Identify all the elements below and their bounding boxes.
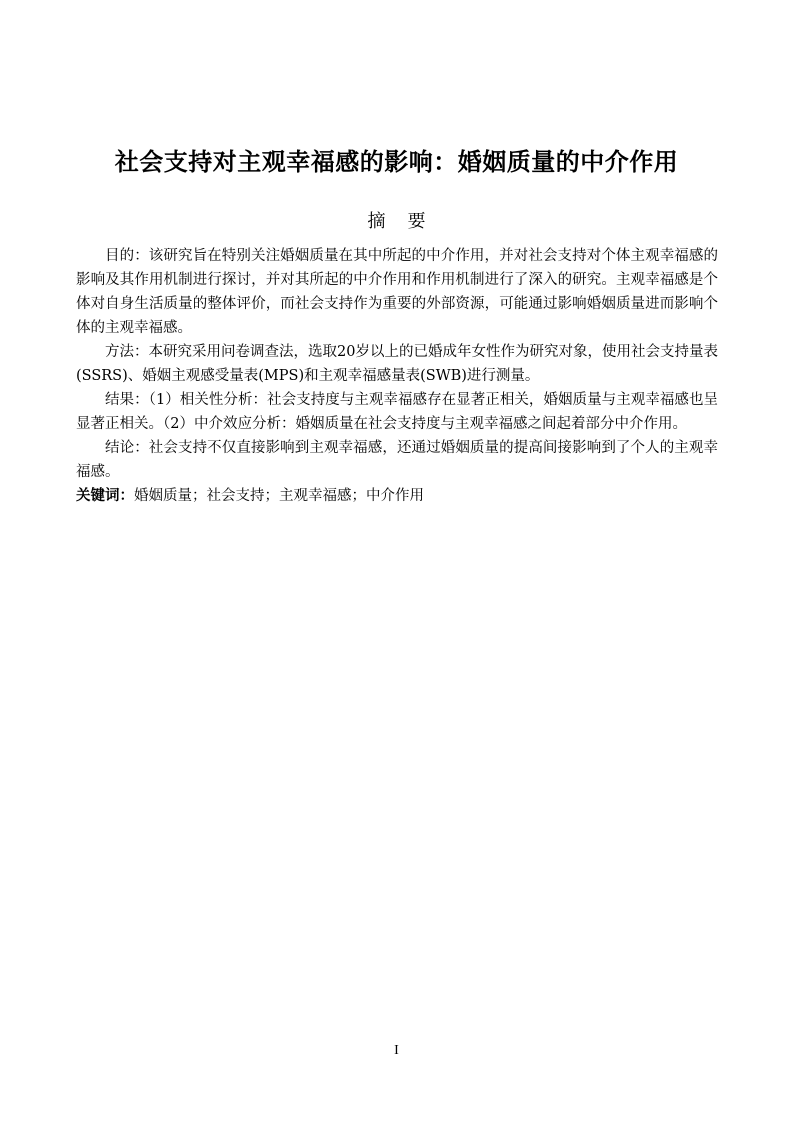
- keywords-line: [76, 484, 718, 508]
- results-paragraph: 结果：（1）相关性分析：社会支持度与主观幸福感存在显著正相关，婚姻质量与主观幸福感也呈显著正相关。（2）中介效应分析：婚姻质量在社会支持度与主观幸福感之间起着部分中介作用。: [76, 392, 718, 432]
- keywords-label: 关键词：: [76, 488, 134, 504]
- conclusion-paragraph: 结论：社会支持不仅直接影响到主观幸福感，还通过婚姻质量的提高间接影响到了个人的主观幸福感。: [76, 440, 718, 480]
- keywords-text: 婚姻质量；社会支持；主观幸福感；中介作用: [134, 488, 424, 504]
- method-paragraph: 方法：本研究采用问卷调查法，选取20岁以上的已婚成年女性作为研究对象，使用社会支持量表(SSRS)、婚姻主观感受量表(MPS)和主观幸福感量表(SWB)进行测量。: [76, 344, 718, 384]
- aim-paragraph: 目的：该研究旨在特别关注婚姻质量在其中所起的中介作用，并对社会支持对个体主观幸福感的影响及其作用机制进行探讨，并对其所起的中介作用和作用机制进行了深入的研究。主观幸福感是个体对自身生活质量的整体评价，而社会支持作为重要的外部资源，可能通过影响婚姻质量进而影响个体的主观幸福感。: [76, 248, 718, 336]
- abstract-heading: 摘要: [367, 211, 448, 232]
- paper-title: 社会支持对主观幸福感的影响：婚姻质量的中介作用: [114, 148, 679, 176]
- abstract-body: [76, 244, 718, 508]
- page-number: I: [394, 1043, 399, 1058]
